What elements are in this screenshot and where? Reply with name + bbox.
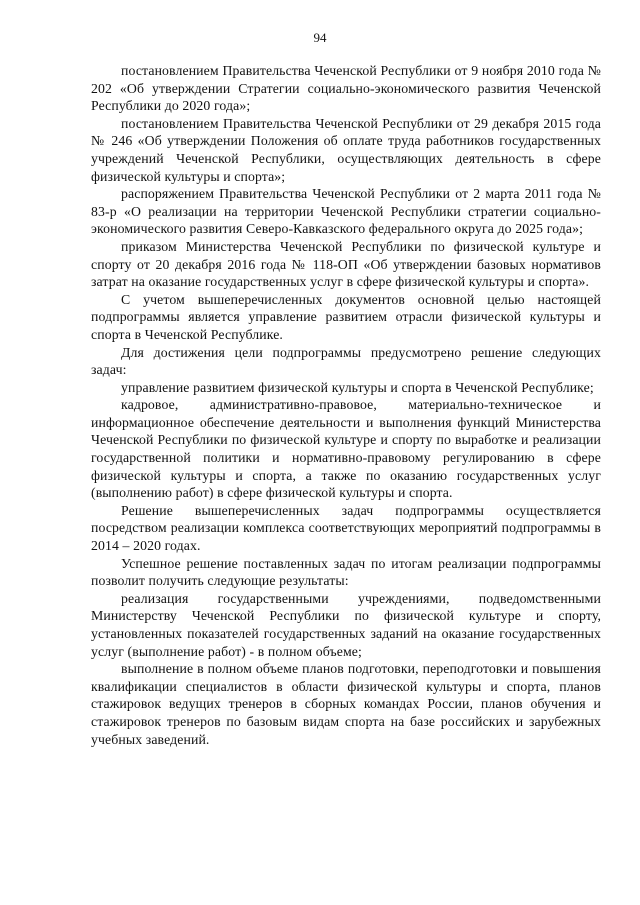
paragraph-tasks-intro: Для достижения цели подпрограммы предусмотрено решение следующих задач:	[91, 344, 601, 378]
paragraph-result-training: выполнение в полном объеме планов подготовки, переподготовки и повышения квалификации специалистов в области физической культуры и спорта, планов стажировок ведущих тренеров в сборных командах России, планов обучения и стажировок тренеров по базовым видам спорта на базе российских и зарубежных учебных заведений.	[91, 661, 601, 747]
paragraph-order-2011: распоряжением Правительства Чеченской Республики от 2 марта 2011 года № 83-р «О реализации на территории Чеченской Республики стратегии социально-экономического развития Северо-Кавказского федерального округа до 2025 года»;	[91, 186, 601, 237]
paragraph-result-state-tasks: реализация государственными учреждениями, подведомственными Министерству Чеченской Республики по физической культуре и спорту, установленных показателей государственных заданий на оказание государственных услуг (выполнение работ) - в полном объеме;	[91, 590, 601, 659]
document-body	[91, 62, 601, 748]
paragraph-decree-2010: постановлением Правительства Чеченской Республики от 9 ноября 2010 года № 202 «Об утверждении Стратегии социально-экономического развития Чеченской Республики до 2020 года»;	[91, 63, 601, 114]
paragraph-task-support: кадровое, административно-правовое, материально-техническое и информационное обеспечение деятельности и выполнения функций Министерства Чеченской Республики по физической культуре и спорту по выработке и реализации государственной политики и нормативно-правовому регулированию в сфере физической культуры и спорта, а также по оказанию государственных услуг (выполнению работ) в сфере физической культуры и спорта.	[91, 397, 601, 501]
paragraph-results-intro: Успешное решение поставленных задач по итогам реализации подпрограммы позволит получить следующие результаты:	[91, 555, 601, 589]
paragraph-tasks-implementation: Решение вышеперечисленных задач подпрограммы осуществляется посредством реализации комплекса соответствующих мероприятий подпрограммы в 2014 – 2020 годах.	[91, 502, 601, 554]
paragraph-decree-2015: постановлением Правительства Чеченской Республики от 29 декабря 2015 года № 246 «Об утверждении Положения об оплате труда работников государственных учреждений Чеченской Республики, осуществляющих деятельность в сфере физической культуры и спорта»;	[91, 115, 601, 184]
paragraph-task-management: управление развитием физической культуры и спорта в Чеченской Республике;	[121, 379, 594, 395]
paragraph-main-goal: С учетом вышеперечисленных документов основной целью настоящей подпрограммы является управление развитием отрасли физической культуры и спорта в Чеченской Республике.	[91, 291, 601, 342]
page-number: 94	[313, 30, 327, 45]
paragraph-ministry-order-2016: приказом Министерства Чеченской Республики по физической культуре и спорту от 20 декабря 2016 года № 118-ОП «Об утверждении базовых нормативов затрат на оказание государственных услуг в сфере физической культуры и спорта».	[91, 238, 601, 290]
